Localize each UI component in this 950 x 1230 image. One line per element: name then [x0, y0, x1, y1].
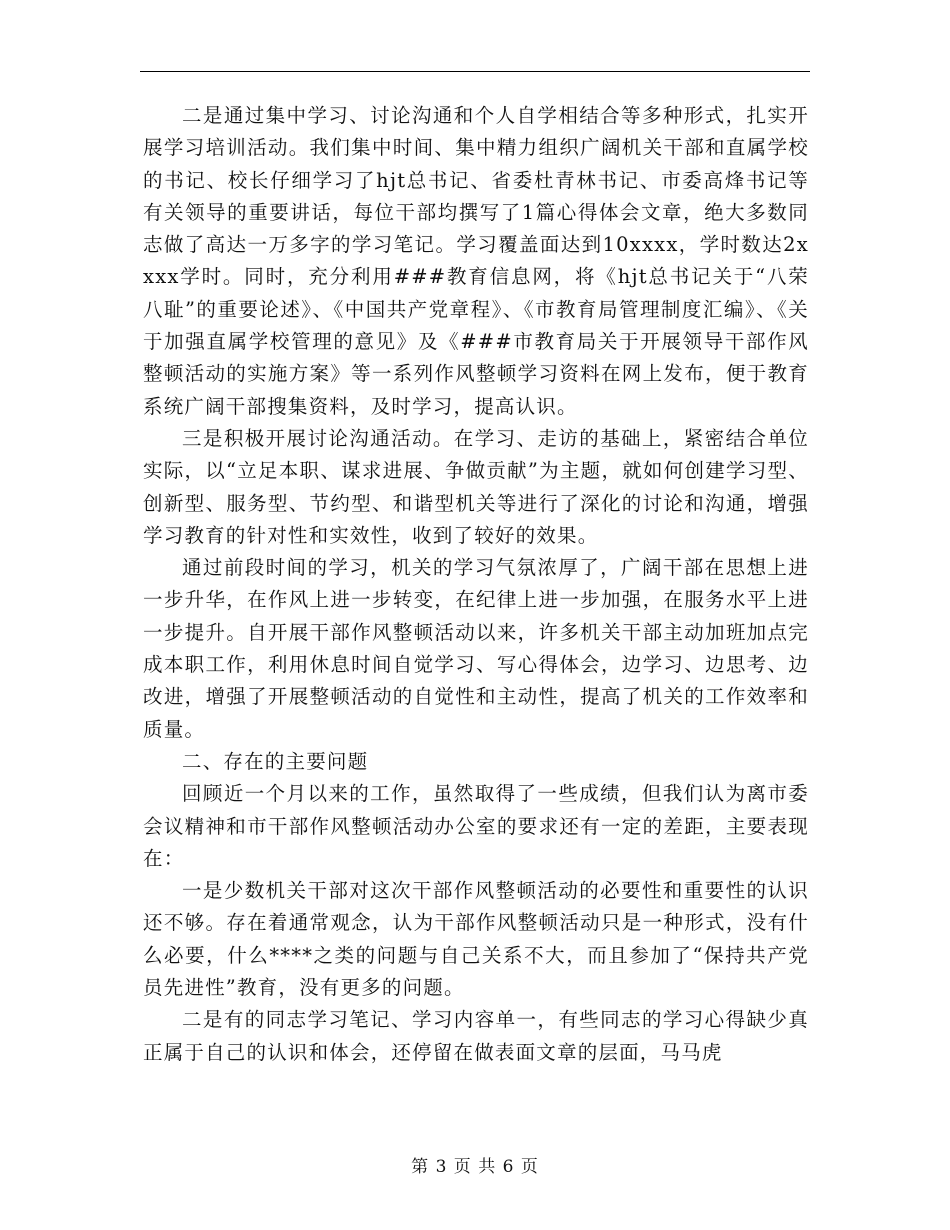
paragraph: 三是积极开展讨论沟通活动。在学习、走访的基础上，紧密结合单位实际，以“立足本职、谋求进展、争做贡献”为主题，就如何创建学习型、创新型、服务型、节约型、和谐型机关等进行了深化的讨论和沟通，增强学习教育的针对性和实效性，收到了较好的效果。 [143, 426, 809, 547]
paragraph: 回顾近一个月以来的工作，虽然取得了一些成绩，但我们认为离市委会议精神和市干部作风整顿活动办公室的要求还有一定的差距，主要表现在： [143, 782, 809, 870]
header-rule [140, 71, 810, 72]
section-heading: 二、存在的主要问题 [182, 749, 369, 773]
paragraph: 二是通过集中学习、讨论沟通和个人自学相结合等多种形式，扎实开展学习培训活动。我们集中时间、集中精力组织广阔机关干部和直属学校的书记、校长仔细学习了hjt总书记、省委杜青林书记、市委高烽书记等有关领导的重要讲话，每位干部均撰写了1篇心得体会文章，绝大多数同志做了高达一万多字的学习笔记。学习覆盖面达到10xxxx，学时数达2xxxx学时。同时，充分利用###教育信息网，将《hjt总书记关于“八荣八耻”的重要论述》、《中国共产党章程》、《市教育局管理制度汇编》、《关于加强直属学校管理的意见》及《###市教育局关于开展领导干部作风整顿活动的实施方案》等一系列作风整顿学习资料在网上发布，便于教育系统广阔干部搜集资料，及时学习，提高认识。 [143, 104, 809, 418]
page-number-footer: 第 3 页 共 6 页 [411, 1157, 539, 1177]
paragraph: 二是有的同志学习笔记、学习内容单一，有些同志的学习心得缺少真正属于自己的认识和体会，还停留在做表面文章的层面，马马虎 [143, 1008, 809, 1064]
paragraph: 通过前段时间的学习，机关的学习气氛浓厚了，广阔干部在思想上进一步升华，在作风上进一步转变，在纪律上进一步加强，在服务水平上进一步提升。自开展干部作风整顿活动以来，许多机关干部主动加班加点完成本职工作，利用休息时间自觉学习、写心得体会，边学习、边思考、边改进，增强了开展整顿活动的自觉性和主动性，提高了机关的工作效率和质量。 [143, 556, 809, 741]
paragraph: 一是少数机关干部对这次干部作风整顿活动的必要性和重要性的认识还不够。存在着通常观念，认为干部作风整顿活动只是一种形式，没有什么必要，什么****之类的问题与自己关系不大，而且参加了“保持共产党员先进性”教育，没有更多的问题。 [143, 879, 809, 1000]
document-body [143, 100, 809, 1069]
